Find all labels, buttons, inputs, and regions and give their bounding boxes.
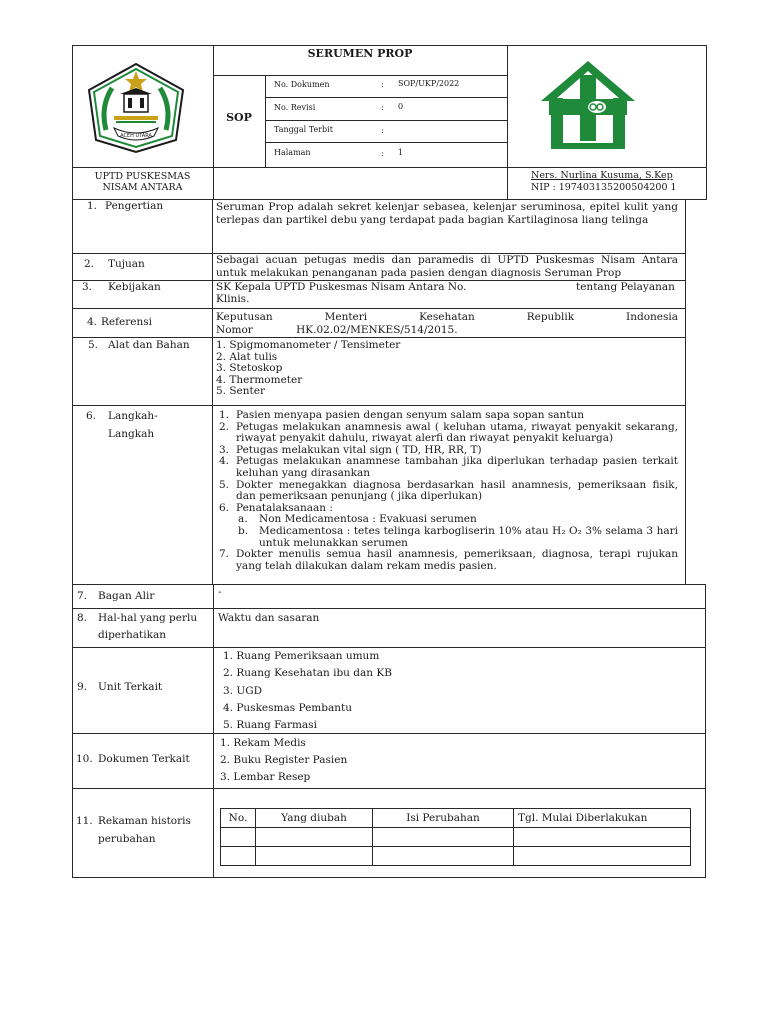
list-item: 5. Ruang Farmasi (223, 719, 317, 732)
sub-list-item: a. Non Medicamentosa : Evakuasi serumen (238, 513, 477, 526)
kebijakan-text: SK Kepala UPTD Puskesmas Nisam Antara No. (216, 281, 467, 293)
sub-list-item: b. Medicamentosa : tetes telinga karbogliserin 10% atau H₂ O₂ 3% selama 3 hari untuk melunakkan serumen (238, 524, 678, 549)
org-name-line2: NISAM ANTARA (102, 182, 183, 193)
change-history-table (220, 808, 691, 866)
section-number: 9. (77, 681, 88, 693)
list-item: 7. Dokter menulis semua hasil anamnesis, pemeriksaan, diagnosa, terapi rujukan yang telah dilakukan dalam rekam medis pasien. (219, 548, 678, 572)
meta-sep: : (381, 103, 384, 112)
table-cell (221, 847, 256, 866)
table-header-cell: Yang diubah (256, 809, 373, 828)
unit-list (223, 648, 392, 734)
section-label-bagan: Bagan Alir (98, 590, 155, 602)
meta-label: No. Revisi (274, 103, 316, 112)
meta-sep: : (381, 80, 384, 89)
hal-text: Waktu dan sasaran (218, 612, 320, 624)
table-cell (373, 828, 514, 847)
kebijakan-text-right: tentang Pelayanan (576, 281, 675, 293)
bagan-text: - (218, 586, 222, 598)
list-item: 4. Puskesmas Pembantu (223, 701, 352, 714)
kebijakan-text-cont: Klinis. (216, 293, 250, 305)
meta-value: 1 (398, 148, 404, 157)
section-label-alat: Alat dan Bahan (108, 339, 190, 351)
langkah-list (219, 410, 678, 572)
list-item: 5. Senter (216, 385, 265, 398)
section-number: 11. (76, 815, 93, 827)
section-label-rekaman: Rekaman historis (98, 815, 191, 827)
puskesmas-logo (539, 59, 637, 151)
list-item: 2. Ruang Kesehatan ibu dan KB (223, 667, 392, 680)
tujuan-text: Sebagai acuan petugas medis dan paramedis di UPTD Puskesmas Nisam Antara untuk melakukan penanganan pada pasien dengan diagnosis Seruman Prop (216, 254, 678, 279)
table-row (221, 828, 691, 847)
meta-value: 0 (398, 102, 404, 111)
table-cell (256, 828, 373, 847)
pengertian-text: Seruman Prop adalah sekret kelenjar sebasea, kelenjar seruminosa, epitel kulit yang terlepas dan partikel debu yang terdapat pada bagian Kartilaginosa liang telinga (216, 201, 678, 226)
table-header-cell: Tgl. Mulai Diberlakukan (514, 809, 691, 828)
list-item: 2. Alat tulis (216, 350, 278, 363)
section-label-rekaman-2: perubahan (98, 833, 156, 845)
section-number: 7. (77, 590, 88, 602)
section-label-pengertian: Pengertian (105, 200, 164, 212)
section-label-referensi: Referensi (101, 316, 152, 328)
section-label-langkah: Langkah- (108, 410, 158, 422)
section-number: 2. (84, 258, 95, 270)
dokumen-list (220, 735, 347, 787)
table-header-cell: No. (221, 809, 256, 828)
list-item: 3. Petugas melakukan vital sign ( TD, HR, RR, T) (219, 443, 482, 456)
org-name-line1: UPTD PUSKESMAS (94, 171, 191, 182)
table-cell (514, 847, 691, 866)
meta-value: SOP/UKP/2022 (398, 79, 460, 88)
list-item: 4. Petugas melakukan anamnese tambahan jika diperlukan terhadap pasien terkait keluhan yang dirasankan (219, 455, 678, 479)
list-item: 3. Stetoskop (216, 362, 283, 375)
list-item: 1. Pasien menyapa pasien dengan senyum salam sapa sopan santun (219, 409, 585, 421)
section-number: 5. (88, 339, 99, 351)
meta-sep: : (381, 149, 384, 158)
signer-nip: NIP : 197403135200504200 1 (531, 182, 677, 193)
aceh-utara-logo (86, 62, 186, 154)
meta-sep: : (381, 126, 384, 135)
section-number: 8. (77, 612, 88, 624)
section-number: 4. (87, 316, 98, 328)
section-number: 6. (86, 410, 97, 422)
table-cell (221, 828, 256, 847)
meta-label: Halaman (274, 148, 311, 157)
alat-list (216, 340, 400, 398)
section-label-dokumen: Dokumen Terkait (98, 753, 190, 765)
list-item: 1. Ruang Pemeriksaan umum (223, 650, 380, 662)
section-label-kebijakan: Kebijakan (108, 281, 161, 293)
list-item: 4. Thermometer (216, 373, 303, 386)
list-item: 3. Lembar Resep (220, 771, 311, 784)
list-item: 1. Rekam Medis (220, 737, 306, 749)
section-label-unit: Unit Terkait (98, 681, 163, 693)
sop-label: SOP (226, 111, 252, 124)
document-title: SERUMEN PROP (307, 47, 413, 60)
list-item: 6. Penatalaksanaan : (219, 501, 333, 514)
section-number: 3. (82, 281, 93, 293)
section-label-hal-2: diperhatikan (98, 629, 167, 641)
signer-name: Ners. Nurlina Kusuma, S.Kep (531, 170, 673, 181)
section-label-langkah-2: Langkah (108, 428, 155, 440)
list-item: 2. Petugas melakukan anamnesis awal ( keluhan utama, riwayat penyakit sekarang, riwayat penyakit dahulu, riwayat alerfi dan riwayat penyakit keluarga) (219, 420, 678, 445)
list-item: 3. UGD (223, 684, 263, 697)
section-number: 10. (76, 753, 93, 765)
referensi-text: Keputusan Menteri Kesehatan Republik Indonesia Nomor HK.02.02/MENKES/514/2015. (216, 311, 678, 336)
meta-label: No. Dokumen (274, 80, 330, 89)
logo-text: ACEH UTARA (120, 133, 152, 139)
section-label-hal: Hal-hal yang perlu (98, 612, 198, 624)
meta-label: Tanggal Terbit (274, 125, 333, 134)
table-header-row (221, 809, 691, 828)
section-number: 1. (87, 200, 98, 212)
list-item: 2. Buku Register Pasien (220, 754, 348, 767)
list-item: 1. Spigmomanometer / Tensimeter (216, 339, 401, 351)
list-item: 5. Dokter menegakkan diagnosa berdasarkan hasil anamnesis, pemeriksaan fisik, dan pemeriksaan penunjang ( jika diperlukan) (219, 478, 678, 503)
section-label-tujuan: Tujuan (108, 258, 145, 270)
table-row (221, 847, 691, 866)
table-cell (373, 847, 514, 866)
table-cell (256, 847, 373, 866)
table-cell (514, 828, 691, 847)
table-header-cell: Isi Perubahan (373, 809, 514, 828)
